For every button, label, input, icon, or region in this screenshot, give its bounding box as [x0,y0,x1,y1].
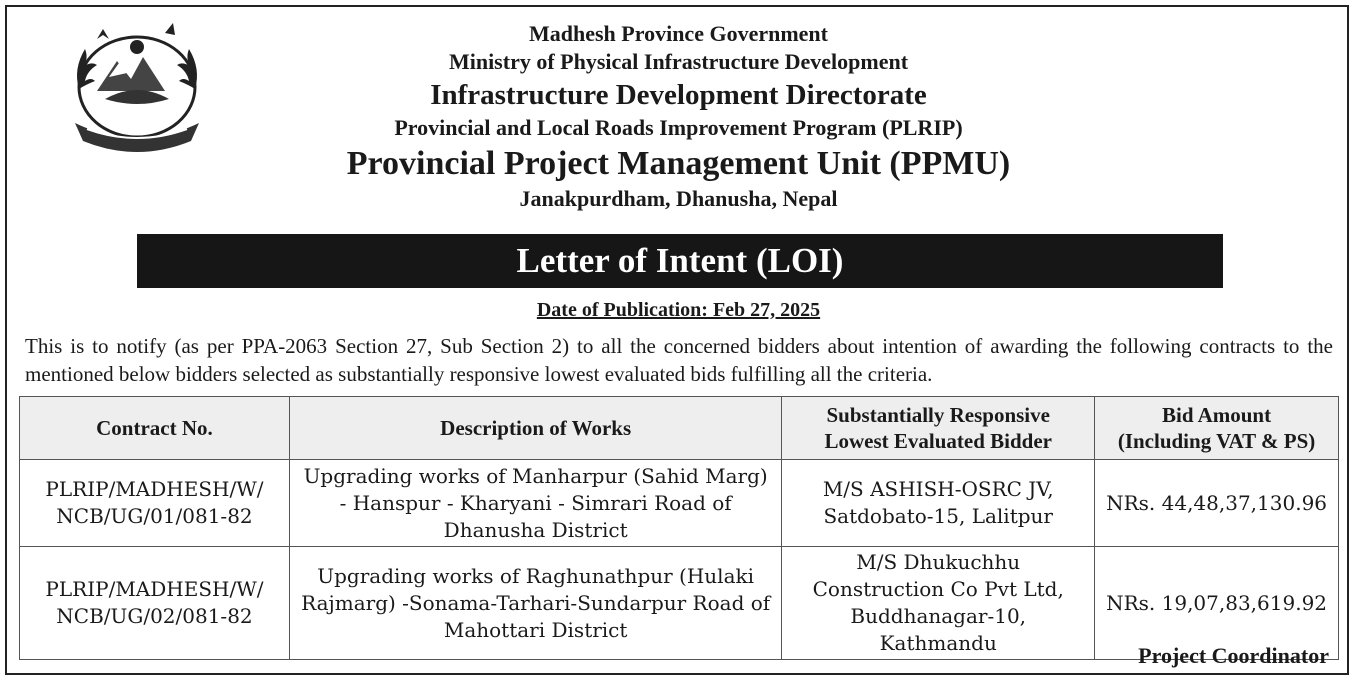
ministry-name: Ministry of Physical Infrastructure Development [448,49,909,75]
directorate-name: Infrastructure Development Directorate [430,78,927,111]
header-bidder-line1: Substantially Responsive [826,403,1050,427]
bidder-cell: M/S Dhukuchhu Construction Co Pvt Ltd, Buddhanagar-10, Kathmandu [782,547,1095,660]
unit-name: Provincial Project Management Unit (PPMU) [346,145,1011,183]
program-name: Provincial and Local Roads Improvement Program (PLRIP) [394,114,963,140]
signoff-title: Project Coordinator [1138,643,1329,668]
amount-cell: NRs. 19,07,83,619.92 [1095,547,1339,660]
notice-text: This is to notify (as per PPA-2063 Section 27, Sub Section 2) to all the concerned bidders about intention of awarding the following contracts to the mentioned below bidders selected as substantially responsive lowest evaluated bids fulfilling all the criteria. [25,334,1333,386]
contract-no-line2: NCB/UG/02/081-82 [56,604,253,628]
bidder-cell: M/S ASHISH-OSRC JV, Satdobato-15, Lalitpur [782,460,1095,547]
header [7,21,1350,212]
contract-no-cell [20,547,290,660]
address: Janakpurdham, Dhanusha, Nepal [519,186,838,212]
header-contract-no: Contract No. [20,397,290,460]
publication-date: Date of Publication: Feb 27, 2025 [536,299,821,321]
description-cell: Upgrading works of Raghunathpur (Hulaki Rajmarg) -Sonama-Tarhari-Sundarpur Road of Mahottari District [289,547,781,660]
header-bidder [782,397,1095,460]
amount-cell: NRs. 44,48,37,130.96 [1095,460,1339,547]
header-amount-line1: Bid Amount [1161,403,1272,427]
government-name: Madhesh Province Government [528,21,828,46]
contract-no-cell [20,460,290,547]
header-amount-line2: (Including VAT & PS) [1117,429,1316,453]
contract-no-line1: PLRIP/MADHESH/W/ [45,477,264,501]
contract-no-line1: PLRIP/MADHESH/W/ [45,577,264,601]
loi-banner: Letter of Intent (LOI) [137,234,1223,288]
table-row [20,460,1339,547]
header-description: Description of Works [289,397,781,460]
contract-no-line2: NCB/UG/01/081-82 [56,504,253,528]
description-cell: Upgrading works of Manharpur (Sahid Marg) - Hanspur - Kharyani - Simrari Road of Dhanusha District [289,460,781,547]
table-header-row [20,397,1339,460]
contracts-table [19,396,1339,660]
notice-frame [5,5,1349,675]
header-amount [1095,397,1339,460]
header-bidder-line2: Lowest Evaluated Bidder [824,429,1052,453]
